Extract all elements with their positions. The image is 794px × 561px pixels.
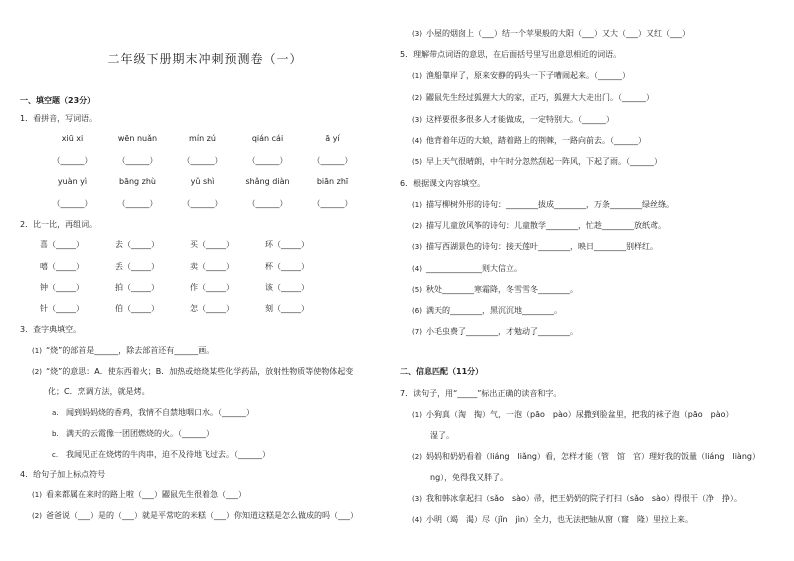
pinyin: qián cái [251, 134, 284, 143]
q6-text: 秋处________寒霜降，冬雪雪冬________。 [426, 285, 578, 294]
section1-heading: 一、填空题（23分） [20, 96, 96, 105]
q6-item [412, 199, 674, 210]
char-item[interactable]: 刻（_____） [265, 304, 309, 313]
q4-text: 小屋的烟囱上（___）结一个苹果般的大阳（___）又大（___）又红（___） [426, 29, 690, 38]
q3-option-a [52, 407, 254, 419]
q7-item [412, 409, 734, 420]
q1-label: 1．看拼音，写词语。 [20, 114, 98, 123]
page-title: 二年级下册期末冲刺预测卷（一） [107, 52, 303, 66]
q3-option-text: 满天的云霞像一团团燃烧的火。（______） [66, 429, 214, 438]
answer-blank[interactable]: （______） [117, 199, 158, 208]
q7-label: 7．读句子，用“_____”标出正确的读音和字。 [400, 389, 562, 398]
item-number: (3) [412, 116, 422, 124]
q5-item [412, 92, 654, 103]
item-number: (5) [412, 286, 422, 294]
q6-item [412, 241, 658, 252]
q6-text: 描写柳树外形的诗句：________拔成________，万条________绿丝绦。 [426, 200, 674, 209]
sub-letter: b. [52, 430, 59, 438]
answer-blank[interactable]: （______） [52, 156, 93, 165]
char-item[interactable]: 嘻（_____） [40, 262, 84, 271]
pinyin: yǔ shì [190, 177, 215, 186]
pinyin: bāng zhù [118, 177, 156, 186]
sub-letter: c. [52, 451, 59, 459]
q5-text: 渔船靠岸了，原来安静的码头一下子嘈闹起来。（______） [426, 71, 630, 80]
item-number: (6) [412, 307, 422, 315]
q7-item [412, 514, 693, 525]
q7-item [412, 451, 760, 462]
blank-row-2 [40, 198, 365, 209]
char-item[interactable]: 卖（_____） [190, 262, 234, 271]
item-number: (2) [412, 453, 422, 461]
q3-sentence-2a [32, 366, 353, 377]
q5-item [412, 70, 630, 81]
char-item[interactable]: 钟（_____） [40, 283, 84, 292]
pinyin: biān zhī [316, 177, 349, 186]
answer-blank[interactable]: （______） [182, 199, 223, 208]
q3-text: “烧”的意思：A．使东西着火；B．加热或焙烧某些化学药品，放射性物质等使物体起变 [46, 367, 354, 376]
q4-sentence-1 [32, 489, 246, 500]
sub-letter: a. [52, 409, 59, 417]
item-number: (3) [412, 495, 422, 503]
q6-text: ______________则大信立。 [426, 264, 522, 273]
char-item[interactable]: 丢（_____） [115, 262, 159, 271]
pinyin: ā yí [325, 134, 340, 143]
pinyin: shǎng diàn [245, 177, 290, 186]
q5-label: 5．理解带点词语的意思，在后面括号里写出意思相近的词语。 [400, 50, 622, 59]
q6-text: 满天的________，黑沉沉地________。 [426, 306, 562, 315]
item-number: (1) [412, 201, 422, 209]
q6-item [412, 263, 522, 274]
q6-item [412, 305, 562, 316]
q4-sentence-3 [412, 28, 690, 39]
q5-text: 鼹鼠先生经过狐狸大大的家，正巧，狐狸大大走出门。（______） [426, 93, 654, 102]
answer-blank[interactable]: （______） [182, 156, 223, 165]
item-number: (5) [412, 158, 422, 166]
item-number: (1) [412, 72, 422, 80]
item-number: (2) [412, 222, 422, 230]
answer-blank[interactable]: （______） [312, 199, 353, 208]
q3-sentence-2b: 化；C．烹调方法，就是烤。 [48, 387, 150, 396]
item-number: (4) [412, 137, 422, 145]
item-number: (3) [412, 243, 422, 251]
q6-text: 描写儿童放风筝的诗句：儿童散学________，忙趁________放纸鸢。 [426, 221, 666, 230]
char-row-1 [40, 239, 340, 250]
pinyin: yuàn yì [57, 177, 88, 186]
q4-label: 4．给句子加上标点符号 [20, 470, 106, 479]
q3-text: “烧”的部首是______，除去部首还有______画。 [46, 346, 215, 355]
q5-item [412, 156, 662, 167]
pinyin: mín zú [189, 134, 216, 143]
q3-option-b [52, 428, 214, 440]
q7-item-cont: ng），免得我又胖了。 [430, 473, 509, 482]
q4-sentence-2 [32, 510, 358, 521]
char-item[interactable]: 针（_____） [40, 304, 84, 313]
blank-row-1 [40, 155, 365, 166]
item-number: (1) [32, 347, 42, 355]
answer-blank[interactable]: （______） [52, 199, 93, 208]
pinyin: xiū xi [61, 134, 84, 143]
item-number: (4) [412, 265, 422, 273]
q7-text: 小明（竭 渴）尽（jǐn jìn）全力，也无法把轴从窗（窿 隆）里拉上来。 [426, 515, 694, 524]
item-number: (2) [32, 368, 42, 376]
answer-blank[interactable]: （______） [247, 199, 288, 208]
item-number: (2) [32, 512, 42, 520]
item-number: (3) [412, 30, 422, 38]
q7-item [412, 493, 742, 504]
q7-text: 妈妈和奶奶看着（liáng liǎng）看，怎样才能（管 馆 官）理好我的饭量（liáng liàng） [426, 452, 760, 461]
pinyin-row-1 [40, 134, 365, 143]
item-number: (4) [412, 516, 422, 524]
q6-item [412, 220, 666, 231]
q7-text: 我和韩冰拿起扫（sǎo sào）帚，把王奶奶的院子打扫（sǎo sào）得很干（净 挣）。 [426, 494, 742, 503]
answer-blank[interactable]: （______） [312, 156, 353, 165]
item-number: (2) [412, 94, 422, 102]
char-item[interactable]: 环（_____） [265, 240, 309, 249]
char-item[interactable]: 怎（_____） [190, 304, 234, 313]
q6-text: 描写西湖景色的诗句：接天莲叶________，映日________别样红。 [426, 242, 658, 251]
q4-text: 看来都属在来时的路上啦（___）鼹鼠先生很着急（___） [46, 490, 246, 499]
q4-text: 爸爸说（___）是的（___）就是平常吃的米糕（___）你知道这糕是怎么做成的吗（___） [46, 511, 358, 520]
char-item[interactable]: 喜（_____） [40, 240, 84, 249]
section2-heading: 二、信息匹配（11分） [400, 367, 484, 376]
q2-label: 2．比一比，再组词。 [20, 220, 98, 229]
q3-option-text: 我闻见正在烧烤的牛肉串，迫不及待地飞过去。（______） [66, 450, 270, 459]
char-row-3 [40, 282, 340, 293]
q6-item [412, 284, 578, 295]
char-item[interactable]: 买（_____） [190, 240, 234, 249]
q3-option-text: 闻到妈妈烧的香鸡，我情不自禁地咽口水。（______） [66, 408, 254, 417]
q5-item [412, 114, 614, 125]
item-number: (1) [32, 491, 42, 499]
q3-option-c [52, 449, 270, 461]
char-item[interactable]: 该（_____） [265, 283, 309, 292]
char-item[interactable]: 去（_____） [115, 240, 159, 249]
answer-blank[interactable]: （______） [247, 156, 288, 165]
q5-text: 他背着年迈的大娘，踏着路上的荆棘，一路向前去。（______） [426, 136, 646, 145]
q7-text: 小狗真（淘 掏）气，一泡（pāo pào）尿撒到脸盆里，把我的袜子泡（pāo pào） [426, 410, 734, 419]
q3-label: 3．查字典填空。 [20, 325, 82, 334]
answer-blank[interactable]: （______） [117, 156, 158, 165]
q3-sentence-1 [32, 345, 214, 356]
q7-item-cont: 湿了。 [430, 431, 454, 440]
char-item[interactable]: 杯（_____） [265, 262, 309, 271]
q5-item [412, 135, 646, 146]
item-number: (1) [412, 411, 422, 419]
char-item[interactable]: 拍（_____） [115, 283, 159, 292]
q6-label: 6．根据课文内容填空。 [400, 179, 486, 188]
char-item[interactable]: 伯（_____） [115, 304, 159, 313]
char-row-2 [40, 261, 340, 272]
q5-text: 这样要很多很多人才能做成，一定特别大。（______） [426, 115, 614, 124]
pinyin-row-2 [40, 177, 365, 186]
q6-item [412, 326, 578, 337]
item-number: (7) [412, 328, 422, 336]
q5-text: 早上天气很晴朗，中午时分忽然刮起一阵风，下起了雨。（______） [426, 157, 662, 166]
char-row-4 [40, 303, 340, 314]
q6-text: 小毛虫费了________，才勉动了________。 [426, 327, 578, 336]
char-item[interactable]: 作（_____） [190, 283, 234, 292]
pinyin: wēn nuǎn [117, 134, 158, 143]
